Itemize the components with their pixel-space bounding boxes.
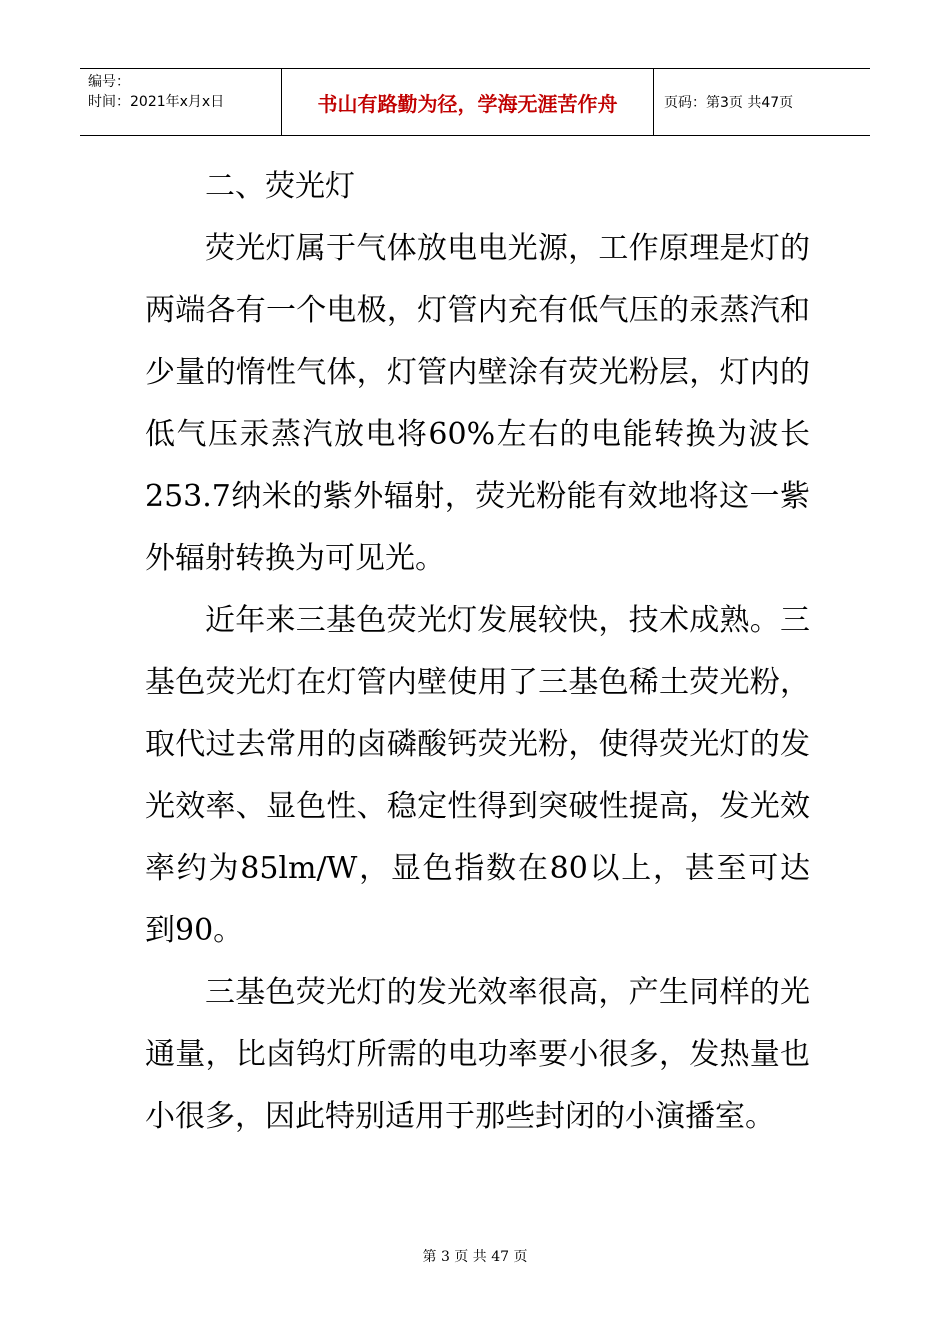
document-body <box>145 156 810 1148</box>
header-meta <box>80 69 282 135</box>
header-motto: 书山有路勤为径，学海无涯苦作舟 <box>282 69 654 135</box>
paragraph: 近年来三基色荧光灯发展较快，技术成熟。三基色荧光灯在灯管内壁使用了三基色稀土荧光粉，取代过去常用的卤磷酸钙荧光粉，使得荧光灯的发光效率、显色性、稳定性得到突破性提高，发光效率约为85lm/W，显色指数在80以上，甚至可达到90。 <box>145 603 810 948</box>
page-header <box>80 68 870 136</box>
header-page-info: 页码：第3页 共47页 <box>664 95 794 111</box>
page-footer: 第 3 页 共 47 页 <box>422 1249 528 1265</box>
section-title: 二、荧光灯 <box>205 169 355 204</box>
document-number-label: 编号： <box>88 74 130 90</box>
paragraph: 荧光灯属于气体放电电光源，工作原理是灯的两端各有一个电极，灯管内充有低气压的汞蒸汽和少量的惰性气体，灯管内壁涂有荧光粉层，灯内的低气压汞蒸汽放电将60%左右的电能转换为波长253.7纳米的紫外辐射，荧光粉能有效地将这一紫外辐射转换为可见光。 <box>145 231 810 576</box>
paragraph: 三基色荧光灯的发光效率很高，产生同样的光通量，比卤钨灯所需的电功率要小很多，发热量也小很多，因此特别适用于那些封闭的小演播室。 <box>145 975 810 1134</box>
document-time-label: 时间：2021年x月x日 <box>88 94 225 110</box>
